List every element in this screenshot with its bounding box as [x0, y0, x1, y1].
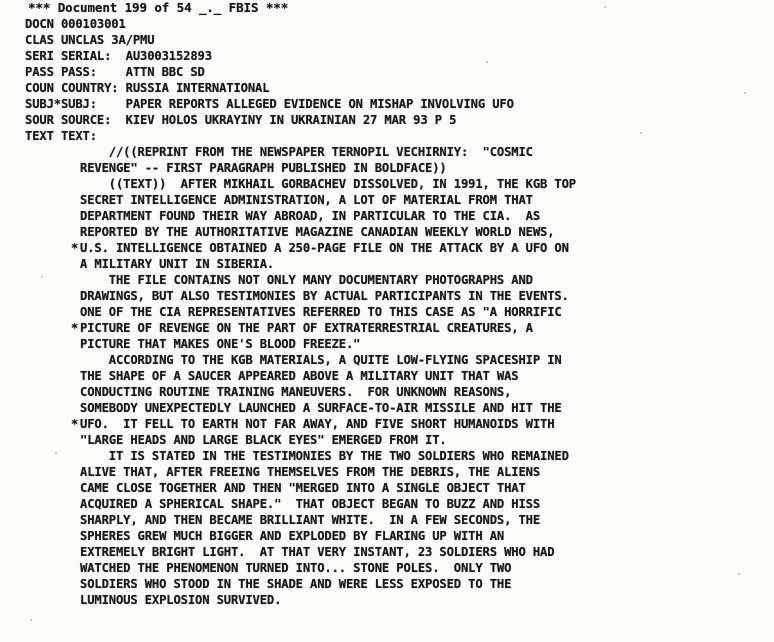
field-value: AU3003152893 [125, 49, 212, 63]
field-label: SOURCE: [60, 113, 112, 127]
field-sour [25, 112, 456, 128]
body-line: REPORTED BY THE AUTHORITATIVE MAGAZINE CANADIAN WEEKLY WORLD NEWS, [80, 225, 555, 239]
body-line: ACQUIRED A SPHERICAL SHAPE." THAT OBJECT BEGAN TO BUZZ AND HISS [80, 497, 540, 511]
field-code: TEXT [25, 129, 54, 143]
scan-speck [486, 61, 488, 63]
body-line: EXTREMELY BRIGHT LIGHT. AT THAT VERY INSTANT, 23 SOLDIERS WHO HAD [80, 545, 555, 559]
field-code: SERI [25, 49, 54, 63]
field-code: SOUR [25, 113, 54, 127]
body-line: //((REPRINT FROM THE NEWSPAPER TERNOPIL VECHIRNIY: "COSMIC [80, 145, 533, 159]
body-line: SECRET INTELLIGENCE ADMINISTRATION, A LOT OF MATERIAL FROM THAT [80, 193, 533, 207]
body-line: U.S. INTELLIGENCE OBTAINED A 250-PAGE FILE ON THE ATTACK BY A UFO ON [80, 241, 569, 255]
body-line: THE FILE CONTAINS NOT ONLY MANY DOCUMENTARY PHOTOGRAPHS AND [80, 273, 533, 287]
field-code: PASS [25, 65, 54, 79]
body-line: CONDUCTING ROUTINE TRAINING MANEUVERS. FOR UNKNOWN REASONS, [80, 385, 512, 399]
body-line: ALIVE THAT, AFTER FREEING THEMSELVES FROM THE DEBRIS, THE ALIENS [80, 465, 540, 479]
field-code: DOCN [25, 17, 54, 31]
field-value: 000103001 [60, 17, 126, 31]
field-subj [25, 96, 514, 112]
body-line: SOLDIERS WHO STOOD IN THE SHADE AND WERE LESS EXPOSED TO THE [80, 577, 512, 591]
field-coun [25, 80, 269, 96]
body-line: WATCHED THE PHENOMENON TURNED INTO... STONE POLES. ONLY TWO [80, 561, 512, 575]
scan-speck [640, 132, 642, 134]
scan-speck [738, 573, 740, 575]
body-line: DEPARTMENT FOUND THEIR WAY ABROAD, IN PARTICULAR TO THE CIA. AS [80, 209, 540, 223]
body-line: ((TEXT)) AFTER MIKHAIL GORBACHEV DISSOLVED, IN 1991, THE KGB TOP [80, 177, 576, 191]
body-line: SPHERES GREW MUCH BIGGER AND EXPLODED BY FLARING UP WITH AN [80, 529, 505, 543]
field-value: ATTN BBC SD [125, 65, 205, 79]
field-text [25, 128, 97, 144]
field-label: TEXT: [60, 129, 97, 143]
field-value: UNCLAS 3A/PMU [60, 33, 155, 47]
scan-speck [30, 619, 32, 621]
body-line: PICTURE THAT MAKES ONE'S BLOOD FREEZE." [80, 337, 361, 351]
margin-asterisk: * [71, 417, 79, 431]
field-seri [25, 48, 212, 64]
body-line: CAME CLOSE TOGETHER AND THEN "MERGED INTO A SINGLE OBJECT THAT [80, 481, 526, 495]
scan-speck [604, 6, 606, 8]
field-pass [25, 64, 205, 80]
body-line: REVENGE" -- FIRST PARAGRAPH PUBLISHED IN BOLDFACE)) [80, 161, 447, 175]
field-code: SUBJ* [25, 97, 61, 111]
scan-speck [55, 452, 57, 454]
body-line: DRAWINGS, BUT ALSO TESTIMONIES BY ACTUAL PARTICIPANTS IN THE EVENTS. [80, 289, 569, 303]
body-line: UFO. IT FELL TO EARTH NOT FAR AWAY, AND FIVE SHORT HUMANOIDS WITH [80, 417, 555, 431]
field-code: CLAS [25, 33, 54, 47]
field-value: RUSSIA INTERNATIONAL [125, 81, 270, 95]
margin-asterisk: * [71, 241, 79, 255]
body-line: ACCORDING TO THE KGB MATERIALS, A QUITE LOW-FLYING SPACESHIP IN [80, 353, 562, 367]
body-line: A MILITARY UNIT IN SIBERIA. [80, 257, 275, 271]
body-line: SOMEBODY UNEXPECTEDLY LAUNCHED A SURFACE-TO-AIR MISSILE AND HIT THE [80, 401, 562, 415]
body-line: SHARPLY, AND THEN BECAME BRILLIANT WHITE. IN A FEW SECONDS, THE [80, 513, 540, 527]
body-line: "LARGE HEADS AND LARGE BLACK EYES" EMERGED FROM IT. [80, 433, 447, 447]
field-value: PAPER REPORTS ALLEGED EVIDENCE ON MISHAP INVOLVING UFO [125, 97, 514, 111]
body-line: ONE OF THE CIA REPRESENTATIVES REFERRED TO THIS CASE AS "A HORRIFIC [80, 305, 562, 319]
document-header: *** Document 199 of 54 _._ FBIS *** [28, 0, 289, 15]
scan-speck [744, 92, 746, 94]
body-line: IT IS STATED IN THE TESTIMONIES BY THE TWO SOLDIERS WHO REMAINED [80, 449, 569, 463]
field-value: KIEV HOLOS UKRAYINY IN UKRAINIAN 27 MAR 93 P 5 [125, 113, 457, 127]
field-label: COUNTRY: [60, 81, 119, 95]
body-line: LUMINOUS EXPLOSION SURVIVED. [80, 593, 282, 607]
field-label: SERIAL: [60, 49, 112, 63]
body-line: PICTURE OF REVENGE ON THE PART OF EXTRATERRESTRIAL CREATURES, A [80, 321, 533, 335]
field-clas [25, 32, 154, 48]
scan-speck [41, 276, 43, 278]
field-label: PASS: [60, 65, 97, 79]
field-docn [25, 16, 126, 32]
body-line: THE SHAPE OF A SAUCER APPEARED ABOVE A MILITARY UNIT THAT WAS [80, 369, 519, 383]
field-code: COUN [25, 81, 54, 95]
field-label: SUBJ: [60, 97, 97, 111]
margin-asterisk: * [71, 321, 79, 335]
